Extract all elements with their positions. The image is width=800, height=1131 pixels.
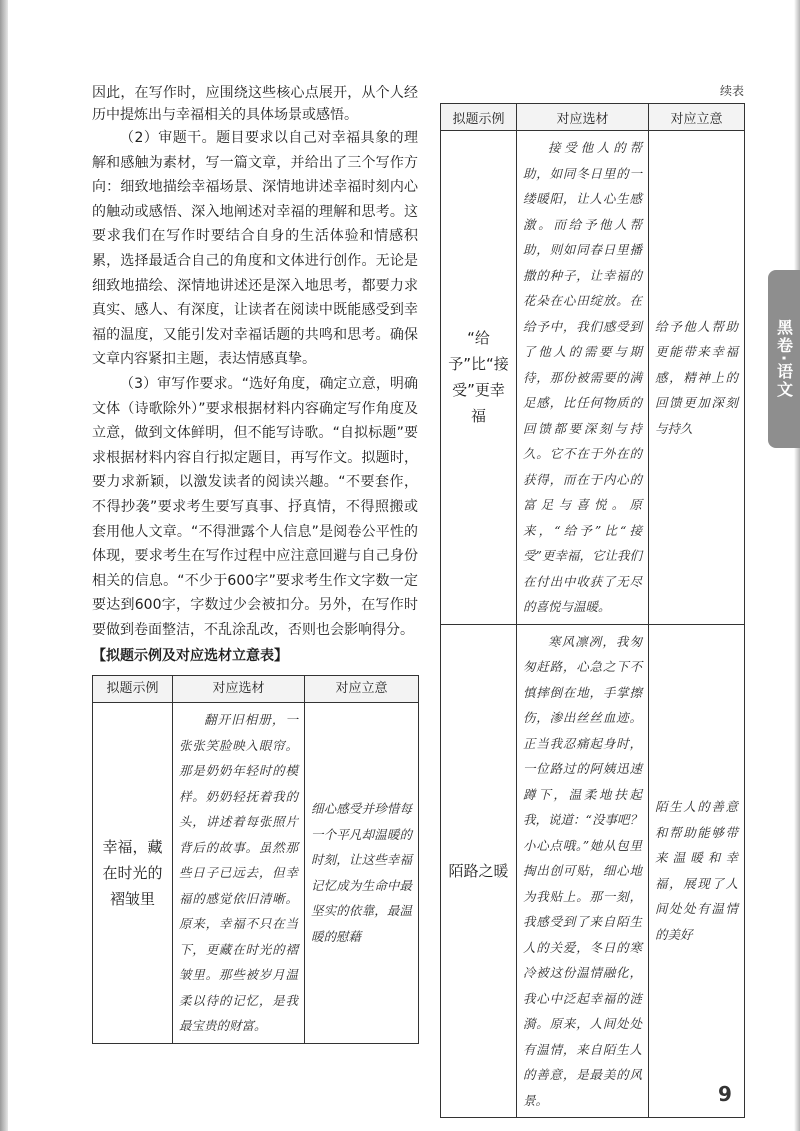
paragraph-topic-analysis: （2）审题干。题目要求以自己对幸福具象的理解和感触为素材，写一篇文章，并给出了三个写作方向：细致地描绘幸福场景、深情地讲述幸福时刻内心的触动或感悟、深入地阐述对幸福的理解和思考。这要求我们在写作时要结合自身的生活体验和情感积累，选择最适合自己的角度和文体进行创作。无论是细致地描绘、深情地讲述还是深入地思考，都要力求真实、感人、有深度，让读者在阅读中既能感受到幸福的温度，又能引发对幸福话题的共鸣和思考。确保文章内容紧扣主题，表达情感真挚。 — [92, 130, 418, 368]
subject-side-tab — [768, 270, 800, 448]
section-title: 【拟题示例及对应选材立意表】 — [92, 648, 288, 665]
continued-label: 续表 — [719, 84, 744, 98]
material-cell: 翻开旧相册，一张张笑脸映入眼帘。那是奶奶年轻时的模样。奶奶轻抚着我的头，讲述着每张照片背后的故事。虽然那些日子已远去，但幸福的感觉依旧清晰。原来，幸福不只在当下，更藏在时光的褶皱里。那些被岁月温柔以待的记忆，是我最宝贵的财富。 — [173, 703, 305, 1044]
title-example-cell: 幸福，藏在时光的褶皱里 — [93, 703, 173, 1044]
material-cell: 接受他人的帮助，如同冬日里的一缕暖阳，让人心生感激。而给予他人帮助，则如同春日里播撒的种子，让幸福的花朵在心田绽放。在给予中，我们感受到了他人的需要与期待，那份被需要的满足感，比任何物质的回馈都要深刻与持久。它不在于外在的获得，而在于内心的富足与喜悦。原来，“给予”比“接受”更幸福，它让我们在付出中收获了无尽的喜悦与温暖。 — [517, 131, 649, 625]
right-column — [440, 82, 744, 1118]
header-title-example: 拟题示例 — [93, 676, 173, 703]
side-tab-label: 黑卷·语文 — [774, 318, 794, 400]
paragraph-writing-requirements: （3）审写作要求。“选好角度，确定立意，明确文体（诗歌除外）”要求根据材料内容确定写作角度及立意，做到文体鲜明，但不能写诗歌。“自拟标题”要求根据材料内容自行拟定题目，再写作文。拟题时，要力求新颖，以激发读者的阅读兴趣。“不要套作，不得抄袭”要求考生要写真事、抒真情，不得照搬或套用他人文章。“不得泄露个人信息”是阅卷公平性的体现，要求考生在写作过程中应注意回避与自己身份相关的信息。“不少于600字”要求考生作文字数一定要达到600字，字数过少会被扣分。另外，在写作时要做到卷面整洁，不乱涂乱改，否则也会影响得分。 — [92, 375, 418, 638]
material-cell: 寒风凛冽，我匆匆赶路，心急之下不慎摔倒在地，手掌擦伤，渗出丝丝血迹。正当我忍痛起身时，一位路过的阿姨迅速蹲下，温柔地扶起我，说道：“没事吧？小心点哦。”她从包里掏出创可贴，细心地为我贴上。那一刻，我感受到了来自陌生人的关爱，冬日的寒冷被这份温情融化，我心中泛起幸福的涟漪。原来，人间处处有温情，来自陌生人的善意，是最美的风景。 — [517, 624, 649, 1118]
table-row — [93, 703, 419, 1044]
page-number: 9 — [718, 1082, 732, 1106]
header-theme: 对应立意 — [305, 676, 419, 703]
page-edge-shadow — [794, 0, 800, 1131]
title-example-table — [92, 675, 419, 1044]
header-material: 对应选材 — [173, 676, 305, 703]
header-title-example: 拟题示例 — [441, 104, 517, 131]
header-theme: 对应立意 — [649, 104, 745, 131]
title-example-table-continued — [440, 103, 745, 1118]
title-example-cell: 陌路之暖 — [441, 624, 517, 1118]
theme-cell: 给予他人帮助更能带来幸福感，精神上的回馈更加深刻与持久 — [649, 131, 745, 625]
table-row — [441, 624, 745, 1118]
table-header-row — [93, 676, 419, 703]
table-row — [441, 131, 745, 625]
header-material: 对应选材 — [517, 104, 649, 131]
theme-cell: 陌生人的善意和帮助能够带来温暖和幸福，展现了人间处处有温情的美好 — [649, 624, 745, 1118]
left-column — [92, 82, 418, 1044]
theme-cell: 细心感受并珍惜每一个平凡却温暖的时刻，让这些幸福记忆成为生命中最坚实的依靠，最温暖的慰藉 — [305, 703, 419, 1044]
intro-paragraph: 因此，在写作时，应围绕这些核心点展开，从个人经历中提炼出与幸福相关的具体场景或感悟。 — [92, 85, 418, 123]
table-header-row — [441, 104, 745, 131]
title-example-cell: “给予”比“接受”更幸福 — [441, 131, 517, 625]
page-binding-shadow — [0, 0, 8, 1131]
